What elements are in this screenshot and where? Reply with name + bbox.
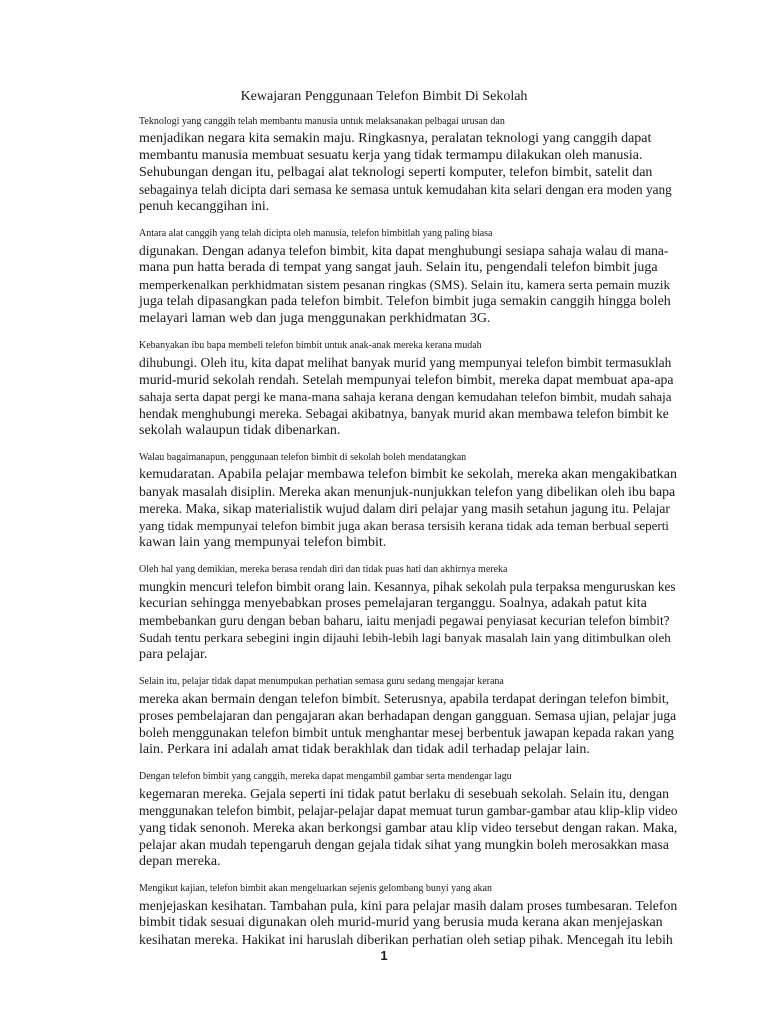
text-line: Sudah tentu perkara sebegini ingin dijauhi lebih-lebih lagi banyak masalah lain yang ditimbulkan oleh: [139, 630, 671, 645]
text-line: menggunakan telefon bimbit, pelajar-pelajar dapat memuat turun gambar-gambar atau klip-klip video: [139, 803, 678, 818]
paragraph: [92, 225, 676, 327]
text-line: Walau bagaimanapun, penggunaan telefon bimbit di sekolah boleh mendatangkan: [139, 452, 467, 463]
text-line: mana pun hatta berada di tempat yang sangat jauh. Selain itu, pengendali telefon bimbit juga: [139, 260, 658, 275]
text-line: Antara alat canggih yang telah dicipta oleh manusia, telefon bimbitlah yang paling biasa: [139, 228, 493, 239]
paragraph: [92, 561, 676, 663]
text-line: juga telah dipasangkan pada telefon bimbit. Telefon bimbit juga semakin canggih hingga boleh: [139, 294, 671, 309]
text-line: memperkenalkan perkhidmatan sistem pesanan ringkas (SMS). Selain itu, kamera serta pemain muzik: [139, 277, 671, 292]
text-line: kegemaran mereka. Gejala seperti ini tidak patut berlaku di sesebuah sekolah. Selain itu, dengan: [139, 786, 669, 801]
text-line: pelajar akan mudah tepengaruh dengan gejala tidak sihat yang mungkin boleh merosakkan masa: [139, 837, 669, 852]
text-line: sekolah walaupun tidak dibenarkan.: [139, 423, 341, 438]
text-line: Dengan telefon bimbit yang canggih, mereka dapat mengambil gambar serta mendengar lagu: [139, 771, 512, 782]
text-line: mereka. Maka, sikap materialistik wujud dalam diri pelajar yang masih setahun jagung itu. Pelajar: [139, 501, 670, 516]
paragraph: [92, 768, 676, 870]
text-line: yang tidak senonoh. Mereka akan berkongsi gambar atau klip video tersebut dengan rakan. Maka,: [139, 820, 678, 835]
text-line: Teknologi yang canggih telah membantu manusia untuk melaksanakan pelbagai urusan dan: [139, 116, 505, 127]
text-line: kawan lain yang mempunyai telefon bimbit.: [139, 535, 387, 550]
text-line: menjadikan negara kita semakin maju. Ringkasnya, peralatan teknologi yang canggih dapat: [139, 131, 652, 146]
text-line: kecurian sehingga menyebabkan proses pemelajaran terganggu. Soalnya, adakah patut kita: [139, 596, 647, 611]
text-line: melayari laman web dan juga menggunakan perkhidmatan 3G.: [139, 311, 491, 326]
text-line: digunakan. Dengan adanya telefon bimbit, kita dapat menghubungi sesiapa sahaja walau di mana-: [139, 243, 669, 258]
text-line: depan mereka.: [139, 854, 221, 869]
document-body: [92, 113, 676, 958]
text-line: membebankan guru dengan beban baharu, iaitu menjadi pegawai penyiasat kecurian telefon bimbit?: [139, 613, 670, 628]
text-line: kemudaratan. Apabila pelajar membawa telefon bimbit ke sekolah, mereka akan mengakibatkan: [139, 467, 678, 482]
paragraph: [92, 113, 676, 215]
paragraph: [92, 673, 676, 758]
text-line: yang tidak mempunyai telefon bimbit juga akan berasa tersisih kerana tidak ada teman berbual seperti: [139, 518, 669, 533]
text-line: boleh menggunakan telefon bimbit untuk menghantar mesej berbentuk jawapan kepada rakan yang: [139, 725, 674, 740]
text-line: sahaja serta dapat pergi ke mana-mana sahaja kerana dengan kemudahan telefon bimbit, mudah sahaja: [139, 389, 672, 404]
text-line: Mengikut kajian, telefon bimbit akan mengeluarkan sejenis gelombang bunyi yang akan: [139, 883, 492, 894]
text-line: Kebanyakan ibu bapa membeli telefon bimbit untuk anak-anak mereka kerana mudah: [139, 340, 482, 351]
paragraph: [92, 449, 676, 551]
text-line: proses pembelajaran dan pengajaran akan berhadapan dengan gangguan. Semasa ujian, pelajar juga: [139, 708, 677, 723]
paragraph: [92, 337, 676, 439]
text-line: para pelajar.: [139, 647, 208, 662]
text-line: Sehubungan dengan itu, pelbagai alat teknologi seperti komputer, telefon bimbit, satelit dan: [139, 165, 653, 180]
text-line: bimbit tidak sesuai digunakan oleh murid-murid yang berusia muda kerana akan menjejaskan: [139, 915, 663, 930]
page-number: 1: [380, 948, 388, 963]
text-line: sebagainya telah dicipta dari semasa ke semasa untuk kemudahan kita selari dengan era moden yang: [139, 182, 672, 197]
text-line: lain. Perkara ini adalah amat tidak berakhlak dan tidak adil terhadap pelajar lain.: [139, 742, 590, 757]
text-line: mungkin mencuri telefon bimbit orang lain. Kesannya, pihak sekolah pula terpaksa menguruskan kes: [139, 579, 676, 594]
text-line: banyak masalah disiplin. Mereka akan menunjuk-nunjukkan telefon yang dibelikan oleh ibu bapa: [139, 484, 676, 499]
text-line: hendak menghubungi mereka. Sebagai akibatnya, banyak murid akan membawa telefon bimbit ke: [139, 406, 669, 421]
text-line: kesihatan mereka. Hakikat ini haruslah diberikan perhatian oleh setiap pihak. Mencegah itu lebih: [139, 932, 673, 947]
text-line: dihubungi. Oleh itu, kita dapat melihat banyak murid yang mempunyai telefon bimbit termasuklah: [139, 355, 672, 370]
paragraph: [92, 880, 676, 948]
text-line: membantu manusia membuat sesuatu kerja yang tidak termampu dilakukan oleh manusia.: [139, 148, 643, 163]
text-line: murid-murid sekolah rendah. Setelah mempunyai telefon bimbit, mereka dapat membuat apa-apa: [139, 372, 674, 387]
text-line: Selain itu, pelajar tidak dapat menumpukan perhatian semasa guru sedang mengajar kerana: [139, 676, 504, 687]
text-line: menjejaskan kesihatan. Tambahan pula, kini para pelajar masih dalam proses tumbesaran. Telefon: [139, 898, 678, 913]
document-title: Kewajaran Penggunaan Telefon Bimbit Di Sekolah: [240, 89, 528, 104]
text-line: Oleh hal yang demikian, mereka berasa rendah diri dan tidak puas hati dan akhirnya mereka: [139, 564, 508, 575]
text-line: mereka akan bermain dengan telefon bimbit. Seterusnya, apabila terdapat deringan telefon bimbit,: [139, 691, 670, 706]
text-line: penuh kecanggihan ini.: [139, 199, 270, 214]
